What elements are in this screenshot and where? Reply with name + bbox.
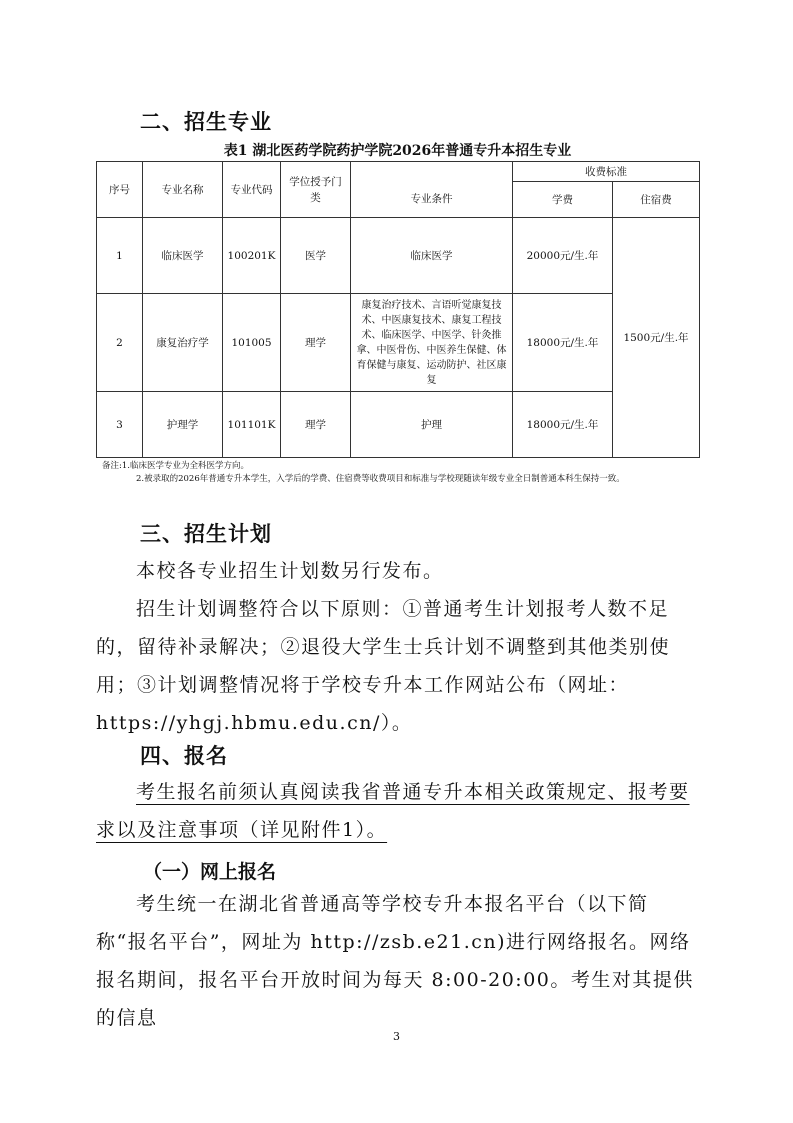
row-no: 2	[97, 294, 143, 392]
header-degree: 学位授予门类	[281, 162, 351, 218]
row-tuition: 18000元/生.年	[513, 392, 613, 458]
row-no: 1	[97, 218, 143, 294]
table-note-1: 备注:1.临床医学专业为全科医学方向。	[102, 461, 249, 471]
row-name: 康复治疗学	[143, 294, 223, 392]
header-name: 专业名称	[143, 162, 223, 218]
row-degree: 理学	[281, 294, 351, 392]
header-tuition: 学费	[513, 182, 613, 218]
row-tuition: 18000元/生.年	[513, 294, 613, 392]
section-4-title: 四、报名	[140, 744, 228, 768]
row-no: 3	[97, 392, 143, 458]
table-row	[97, 392, 700, 458]
table-note-2: 2.被录取的2026年普通专升本学生，入学后的学费、住宿费等收费项目和标准与学校现随读年级专业全日制普通本科生保持一致。	[136, 474, 625, 484]
row-code: 100201K	[223, 218, 281, 294]
subsection-online-registration: （一）网上报名	[143, 861, 277, 883]
plan-paragraph-1: 本校各专业招生计划数另行发布。	[136, 560, 444, 582]
header-dorm: 住宿费	[613, 182, 700, 218]
plan-paragraph-2: 招生计划调整符合以下原则：①普通考生计划报考人数不足的，留待补录解决；②退役大学生士兵计划不调整到其他类别使用；③计划调整情况将于学校专升本工作网站公布（网址：https://yhgj.hbmu.edu.cn/）。	[96, 598, 671, 734]
section-2-title: 二、招生专业	[140, 110, 272, 134]
table-row	[97, 218, 700, 294]
row-degree: 医学	[281, 218, 351, 294]
row-condition: 护理	[351, 392, 513, 458]
row-tuition: 20000元/生.年	[513, 218, 613, 294]
table-notes	[96, 460, 699, 486]
registration-paragraph: 考生统一在湖北省普通高等学校专升本报名平台（以下简称“报名平台”，网址为 http://zsb.e21.cn)进行网络报名。网络报名期间，报名平台开放时间为每天 8:00-20:00。考生对其提供的信息	[96, 893, 694, 1029]
header-no: 序号	[97, 162, 143, 218]
row-code: 101005	[223, 294, 281, 392]
row-name: 临床医学	[143, 218, 223, 294]
row-name: 护理学	[143, 392, 223, 458]
dorm-fee-cell: 1500元/生.年	[613, 218, 700, 458]
section-3-title: 三、招生计划	[140, 522, 272, 546]
header-code: 专业代码	[223, 162, 281, 218]
table-row	[97, 294, 700, 392]
header-condition-top	[351, 162, 513, 182]
row-condition: 临床医学	[351, 218, 513, 294]
row-code: 101101K	[223, 392, 281, 458]
header-condition: 专业条件	[351, 182, 513, 218]
row-degree: 理学	[281, 392, 351, 458]
row-condition: 康复治疗技术、言语听觉康复技术、中医康复技术、康复工程技术、临床医学、中医学、针灸推拿、中医骨伤、中医养生保健、体育保健与康复、运动防护、社区康复	[351, 294, 513, 392]
majors-table-block	[96, 141, 699, 486]
table-title: 表1 湖北医药学院药护学院2026年普通专升本招生专业	[223, 143, 572, 159]
header-fee-group: 收费标准	[513, 162, 700, 182]
page-number: 3	[393, 1030, 400, 1043]
majors-table	[96, 161, 700, 458]
registration-notice: 考生报名前须认真阅读我省普通专升本相关政策规定、报考要求以及注意事项（详见附件1）。	[96, 781, 690, 841]
